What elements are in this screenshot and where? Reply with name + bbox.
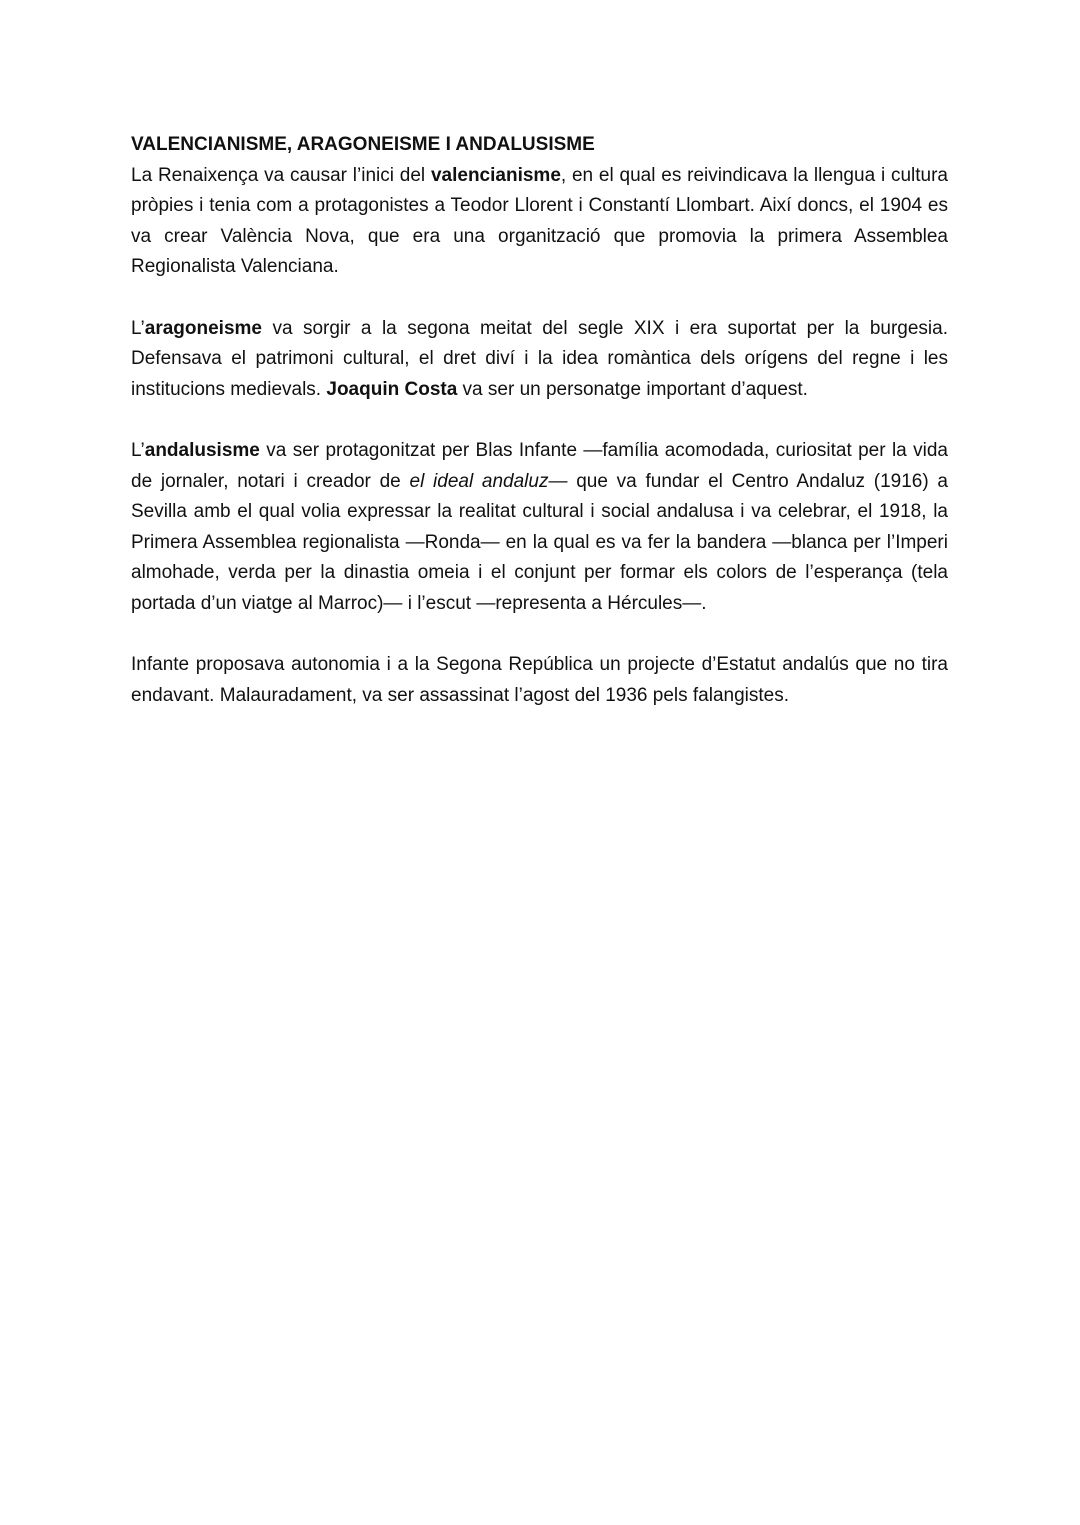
document-page	[131, 130, 948, 711]
text-run: — que va fundar el Centro Andaluz (1916) a Sevilla amb el qual volia expressar la realitat cultural i social andalusa i va celebrar, el 1918, la Primera Assemblea regionalista —Ronda— en la qual es va fer la bandera —blanca per l’Imperi almohade, verda per la dinastia omeia i el conjunt per formar els colors de l’esperança (tela portada d’un viatge al Marroc)— i l’escut —representa a Hércules—.	[131, 470, 948, 614]
document-heading: VALENCIANISME, ARAGONEISME I ANDALUSISME	[131, 134, 595, 155]
text-run: va ser un personatge important d’aquest.	[457, 378, 808, 400]
italic-title-el-ideal-andaluz: el ideal andaluz	[409, 470, 549, 492]
text-run: va sorgir a la segona meitat del segle XIX i era suportat per la burgesia. Defensava el patrimoni cultural, el dret diví i la idea romàntica dels orígens del regne i les institucions medievals.	[131, 317, 948, 400]
text-run: , en el qual es reivindicava la llengua i cultura pròpies i tenia com a protagonistes a Teodor Llorent i Constantí Llombart. Així doncs, el 1904 es va crear València Nova, que era una organització que promovia la primera Assemblea Regionalista Valenciana.	[131, 164, 949, 278]
text-run: Infante proposava autonomia i a la Segona República un projecte d’Estatut andalús que no tira endavant. Malauradament, va ser assassinat l’agost del 1936 pels falangistes.	[131, 654, 948, 706]
bold-term-valencianisme: valencianisme	[430, 164, 561, 186]
bold-name-joaquin-costa: Joaquin Costa	[326, 378, 458, 400]
bold-term-aragoneisme: aragoneisme	[144, 317, 262, 339]
text-run: L’	[131, 317, 145, 339]
paragraph-infante	[131, 650, 948, 711]
paragraph-aragoneisme	[131, 314, 948, 406]
bold-term-andalusisme: andalusisme	[144, 439, 260, 461]
paragraph-andalusisme	[131, 436, 948, 620]
paragraph-valencianisme	[131, 161, 948, 283]
text-run: L’	[131, 439, 145, 461]
text-run: La Renaixença va causar l’inici del	[131, 164, 431, 186]
text-run: va ser protagonitzat per Blas Infante —família acomodada, curiositat per la vida de jornaler, notari i creador de	[131, 439, 948, 492]
